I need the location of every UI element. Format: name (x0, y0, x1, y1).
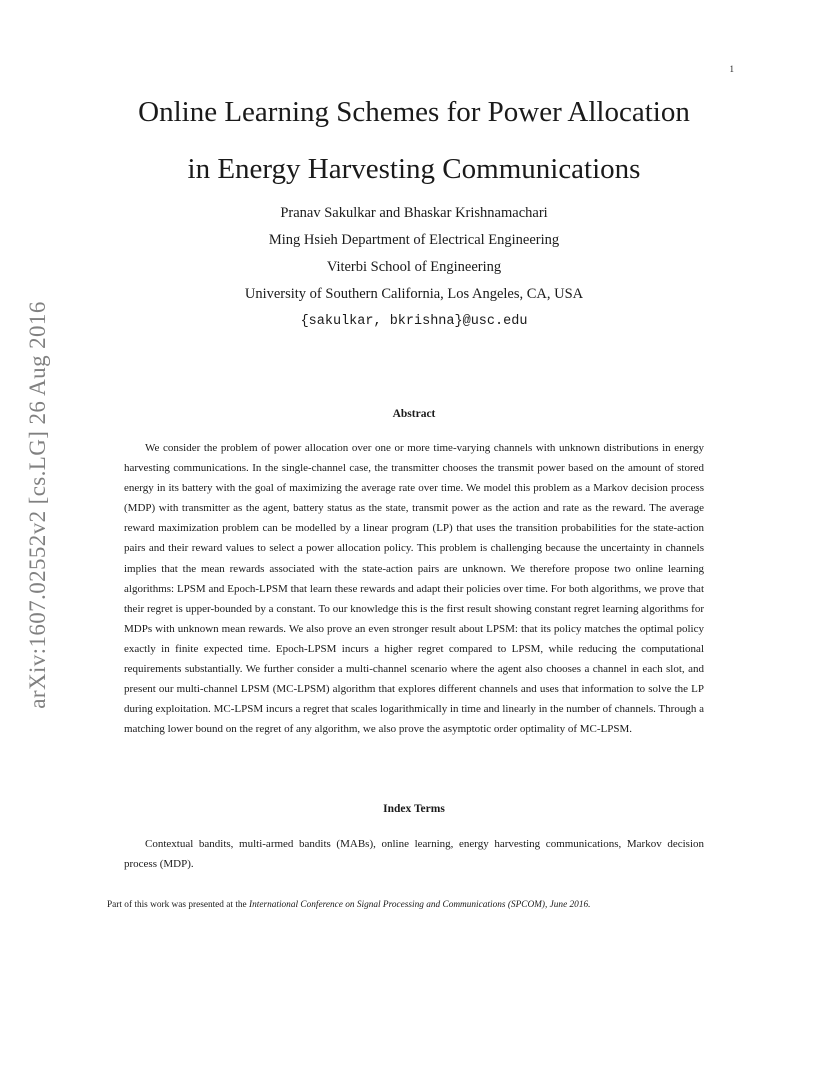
paper-title (60, 84, 768, 198)
arxiv-identifier: arXiv:1607.02552v2 [cs.LG] 26 Aug 2016 (25, 301, 50, 709)
index-terms-text: Contextual bandits, multi-armed bandits (MABs), online learning, energy harvesting communications, Markov decision process (MDP). (124, 838, 704, 871)
footnote (107, 899, 747, 912)
author-email: {sakulkar, bkrishna}@usc.edu (300, 314, 528, 329)
affiliation-school: Viterbi School of Engineering (326, 259, 502, 275)
affiliation-department: Ming Hsieh Department of Electrical Engineering (268, 232, 560, 248)
author-names: Pranav Sakulkar and Bhaskar Krishnamachari (280, 205, 548, 221)
title-line-1: Online Learning Schemes for Power Allocation (138, 96, 690, 128)
author-block (100, 200, 728, 335)
index-terms-heading: Index Terms (383, 803, 445, 815)
affiliation-university: University of Southern California, Los Angeles, CA, USA (244, 286, 584, 302)
abstract-heading: Abstract (392, 408, 436, 420)
abstract-text: We consider the problem of power allocation over one or more time-varying channels with unknown distributions in energy harvesting communications. In the single-channel case, the transmitter chooses the transmit power based on the amount of stored energy in its battery with the goal of maximizing the average rate over time. We model this problem as a Markov decision process (MDP) with transmitter as the agent, battery status as the state, transmit power as the action and rate as the reward. The average reward maximization problem can be modelled by a linear program (LP) that uses the transition probabilities for the state-action pairs and their reward values to select a power allocation policy. This problem is challenging because the uncertainty in channels implies that the mean rewards associated with the state-action pairs are unknown. We therefore propose two online learning algorithms: LPSM and Epoch-LPSM that learn these rewards and adapt their policies over time. For both algorithms, we prove that their regret is upper-bounded by a constant. To our knowledge this is the first result showing constant regret learning algorithms for MDPs with unknown mean rewards. We also prove an even stronger result about LPSM: that its policy matches the optimal policy exactly in finite expected time. Epoch-LPSM incurs a higher regret compared to LPSM, while reducing the computational requirements substantially. We further consider a multi-channel scenario where the agent also chooses a channel in each slot, and present our multi-channel LPSM (MC-LPSM) algorithm that explores different channels and uses that information to solve the LP during exploitation. MC-LPSM incurs a regret that scales logarithmically in time and linearly in the number of channels. Through a matching lower bound on the regret of any algorithm, we also prove the asymptotic order optimality of MC-LPSM. (124, 442, 704, 736)
page-number: 1 (729, 64, 734, 74)
title-line-2: in Energy Harvesting Communications (187, 153, 641, 185)
footnote-venue: International Conference on Signal Processing and Communications (SPCOM), June 2016. (249, 900, 591, 910)
footnote-prefix: Part of this work was presented at the (107, 900, 249, 910)
